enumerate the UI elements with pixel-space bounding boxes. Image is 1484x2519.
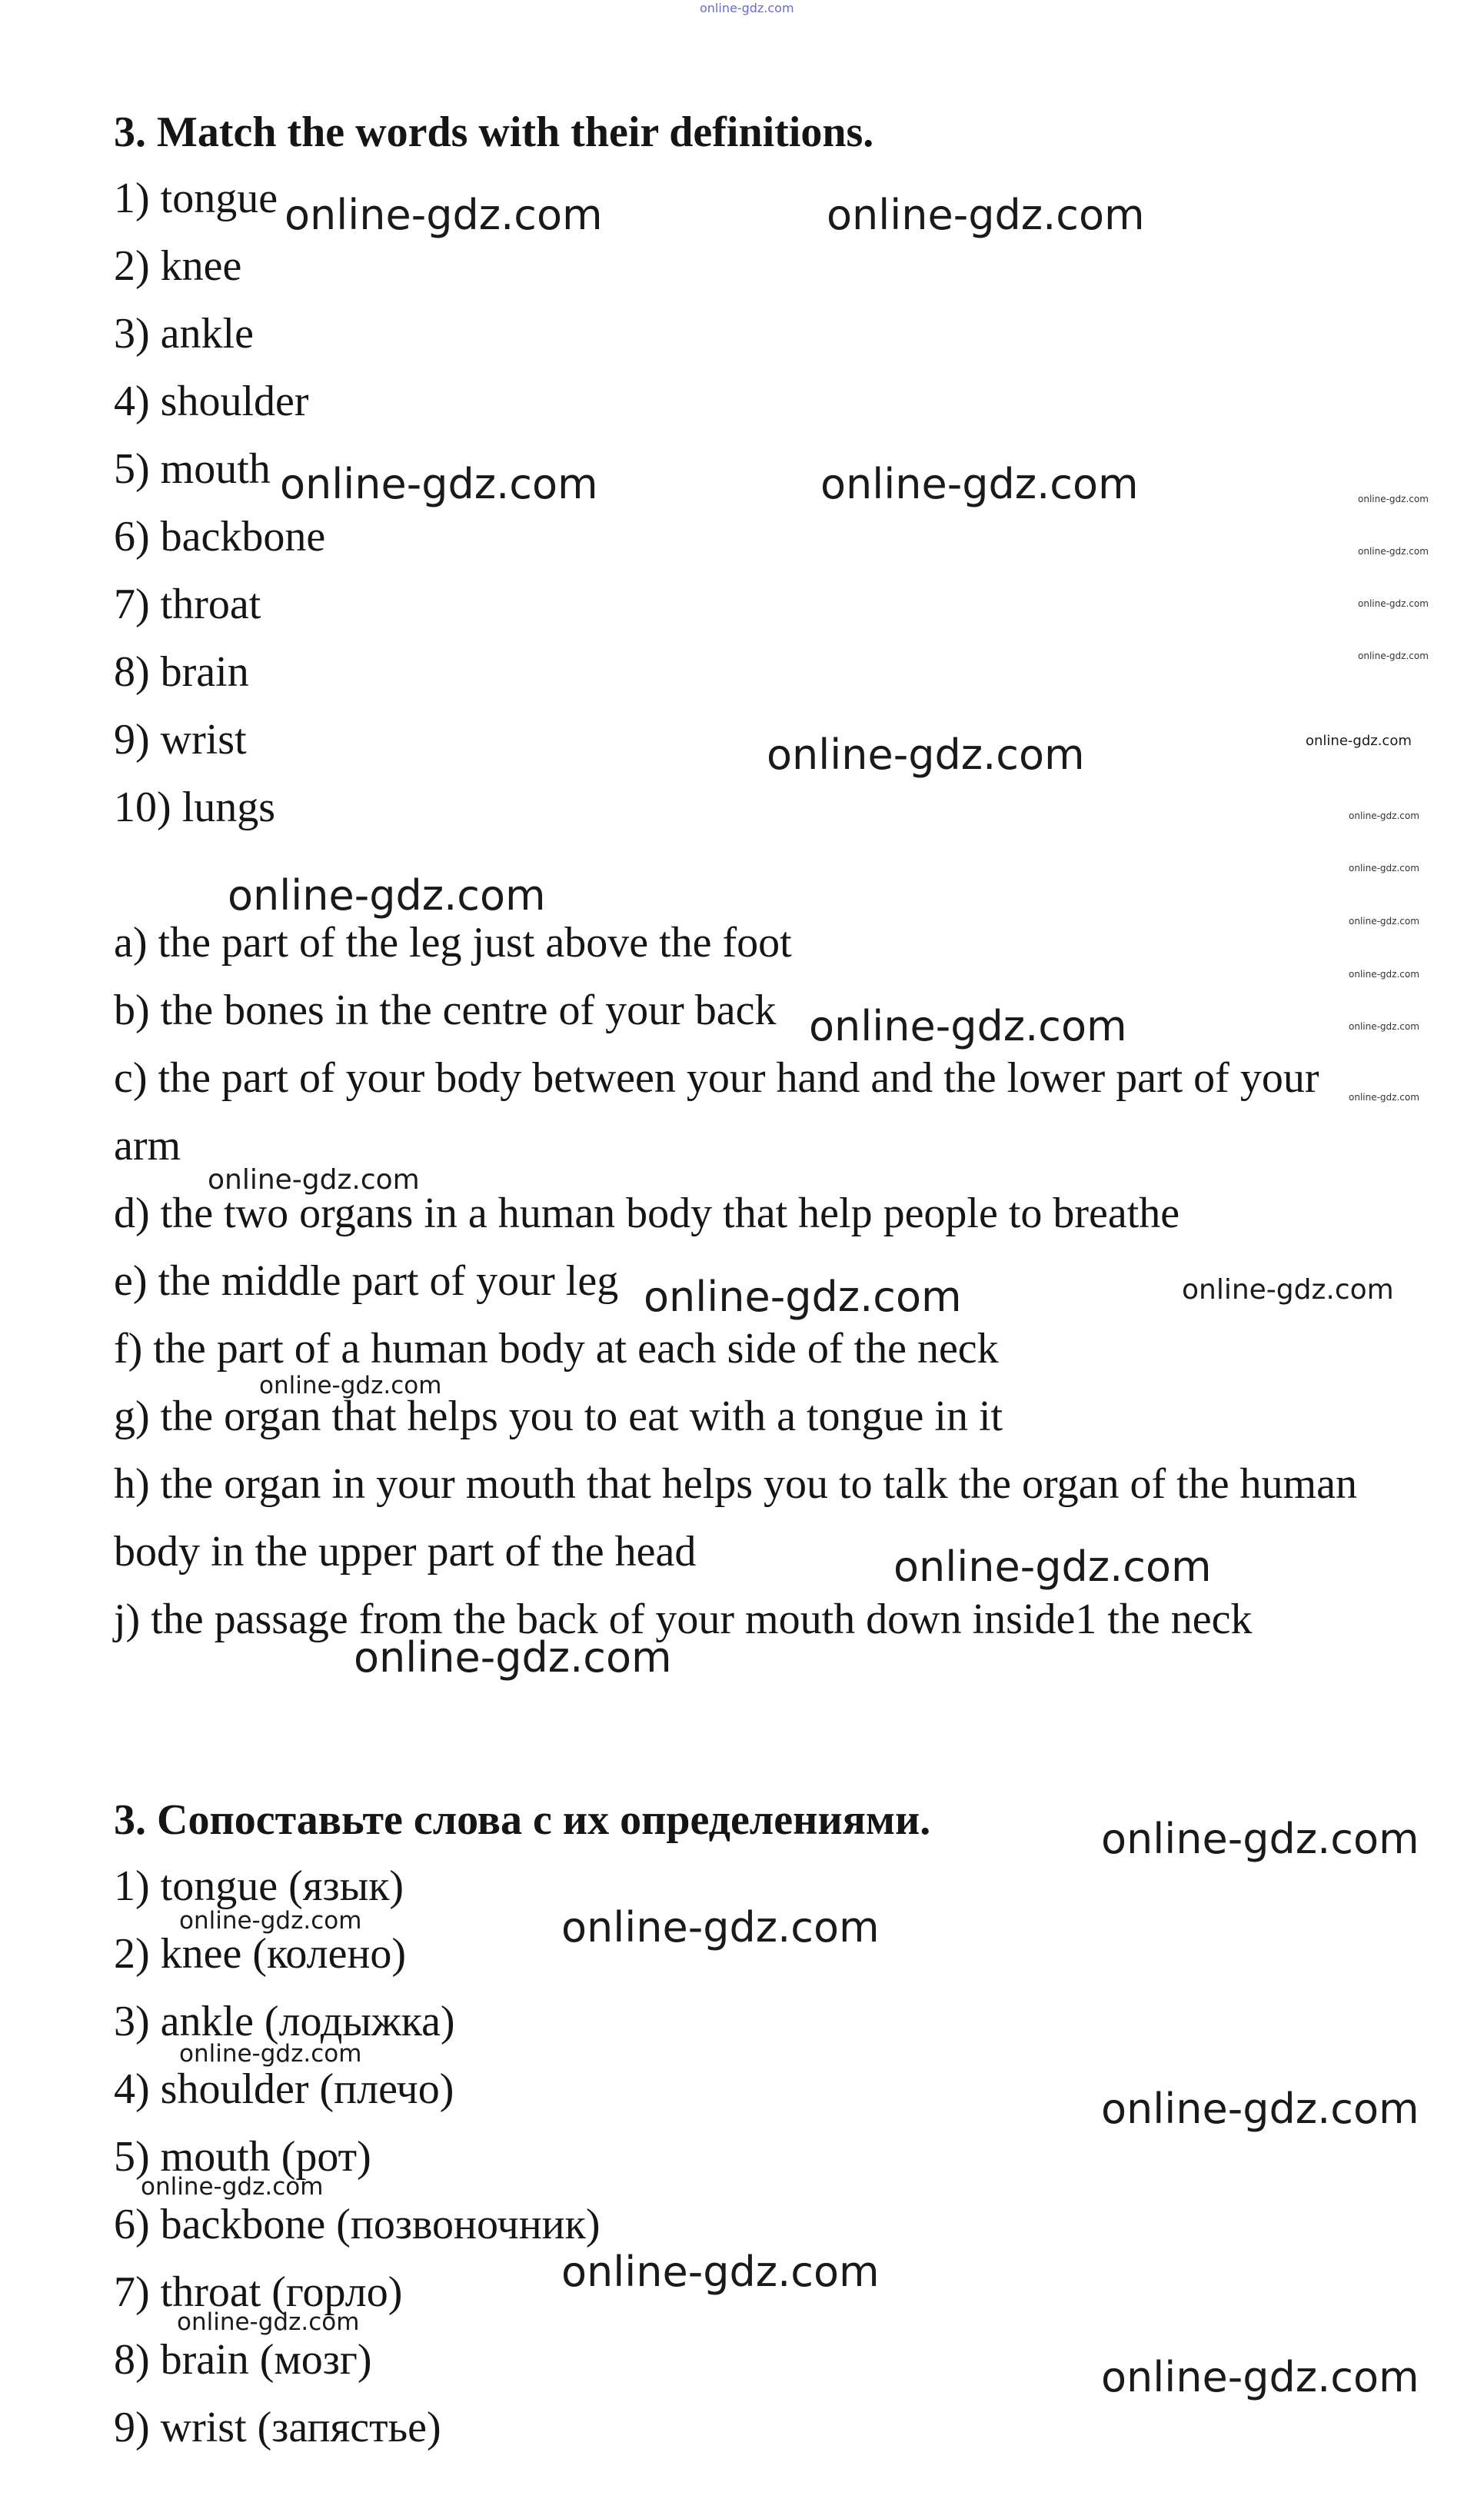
word-item: 9) wrist (114, 716, 247, 764)
watermark-text: online-gdz.com (1358, 651, 1429, 661)
definition-item: body in the upper part of the head (114, 1528, 697, 1576)
watermark-text: online-gdz.com (561, 1903, 880, 1952)
watermark-text: online-gdz.com (259, 1372, 442, 1399)
watermark-text: online-gdz.com (767, 730, 1085, 779)
watermark-text: online-gdz.com (1349, 863, 1419, 873)
watermark-text: online-gdz.com (280, 460, 598, 508)
watermark-text: online-gdz.com (809, 1002, 1127, 1050)
watermark-text: online-gdz.com (141, 2173, 324, 2201)
word-item: 3) ankle (114, 310, 254, 358)
definition-item: arm (114, 1122, 181, 1170)
definition-item: a) the part of the leg just above the foot (114, 919, 792, 967)
watermark-text: online-gdz.com (1358, 494, 1429, 504)
definition-item: j) the passage from the back of your mouth down inside1 the neck (114, 1596, 1253, 1643)
exercise-heading-russian: 3. Сопоставьте слова с их определениями. (114, 1796, 931, 1844)
watermark-text: online-gdz.com (1101, 1815, 1419, 1863)
word-item: 5) mouth (114, 445, 271, 493)
watermark-text: online-gdz.com (827, 191, 1145, 239)
watermark-text: online-gdz.com (179, 2040, 362, 2068)
watermark-text: online-gdz.com (644, 1273, 962, 1321)
watermark-text: online-gdz.com (561, 2248, 880, 2296)
watermark-text: online-gdz.com (179, 1907, 362, 1935)
watermark-text: online-gdz.com (1349, 810, 1419, 821)
word-translation-item: 7) throat (горло) (114, 2268, 403, 2316)
definition-item: b) the bones in the centre of your back (114, 987, 777, 1034)
watermark-text: online-gdz.com (1101, 2353, 1419, 2401)
watermark-text: online-gdz.com (284, 191, 603, 239)
word-translation-item: 3) ankle (лодыжка) (114, 1998, 455, 2045)
word-item: 8) brain (114, 648, 249, 696)
word-item: 7) throat (114, 581, 261, 628)
watermark-text: online-gdz.com (1306, 733, 1412, 749)
watermark-text: online-gdz.com (1358, 546, 1429, 557)
definition-item: h) the organ in your mouth that helps you to talk the organ of the human (114, 1460, 1357, 1508)
word-item: 6) backbone (114, 513, 326, 561)
watermark-text: online-gdz.com (1349, 1021, 1419, 1032)
word-item: 4) shoulder (114, 378, 309, 425)
definition-item: c) the part of your body between your hand and the lower part of your (114, 1054, 1319, 1102)
word-translation-item: 6) backbone (позвоночник) (114, 2201, 601, 2248)
watermark-text: online-gdz.com (228, 871, 546, 920)
definition-item: d) the two organs in a human body that help people to breathe (114, 1190, 1180, 1237)
watermark-text: online-gdz.com (1358, 598, 1429, 609)
word-item: 1) tongue (114, 175, 278, 222)
watermark-text: online-gdz.com (1349, 916, 1419, 927)
definition-item: e) the middle part of your leg (114, 1257, 619, 1305)
watermark-text: online-gdz.com (893, 1542, 1212, 1591)
word-translation-item: 2) knee (колено) (114, 1930, 407, 1978)
word-translation-item: 9) wrist (запястье) (114, 2404, 441, 2451)
watermark-text: online-gdz.com (820, 460, 1139, 508)
watermark-text: online-gdz.com (700, 1, 794, 15)
word-translation-item: 5) mouth (рот) (114, 2133, 371, 2181)
definition-item: g) the organ that helps you to eat with a tongue in it (114, 1393, 1003, 1440)
word-item: 2) knee (114, 242, 242, 290)
word-translation-item: 4) shoulder (плечо) (114, 2065, 454, 2113)
watermark-text: online-gdz.com (1349, 1092, 1419, 1103)
watermark-text: online-gdz.com (1182, 1274, 1394, 1306)
word-translation-item: 8) brain (мозг) (114, 2336, 372, 2384)
watermark-text: online-gdz.com (1349, 969, 1419, 980)
word-translation-item: 1) tongue (язык) (114, 1862, 404, 1910)
definition-item: f) the part of a human body at each side of the neck (114, 1325, 999, 1373)
watermark-text: online-gdz.com (177, 2308, 360, 2336)
watermark-text: online-gdz.com (1101, 2085, 1419, 2133)
watermark-text: online-gdz.com (208, 1164, 420, 1196)
watermark-text: online-gdz.com (354, 1633, 672, 1682)
exercise-heading-english: 3. Match the words with their definitions. (114, 108, 874, 156)
word-item: 10) lungs (114, 784, 275, 831)
